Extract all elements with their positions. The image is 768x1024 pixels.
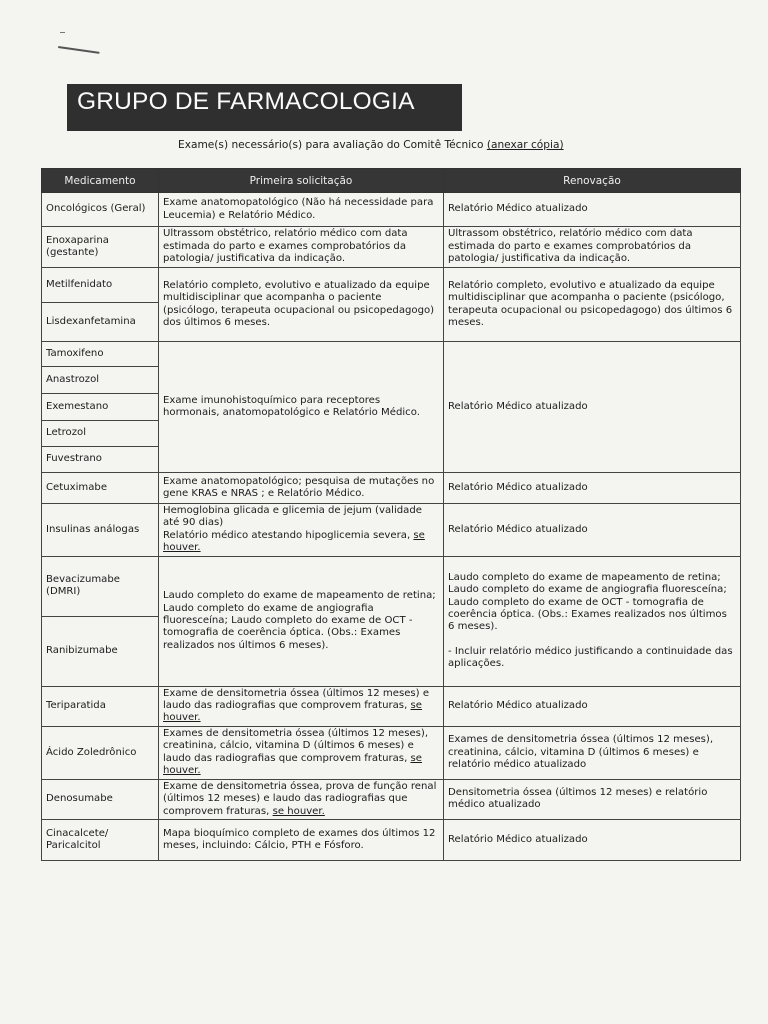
table-row bbox=[42, 227, 741, 268]
cell-text: se houver. bbox=[163, 752, 422, 777]
cell-text: Exame de densitometria óssea, prova de função renal (últimos 12 meses) e laudo das radiografias que comprovem fraturas, bbox=[163, 780, 437, 817]
medication-name: Denosumabe bbox=[42, 779, 159, 819]
cell-text: Laudo completo do exame de mapeamento de retina; Laudo completo do exame de angiografia fluoresceína; Laudo completo do exame de OCT - tomografia de coerência óptica. (Obs.: Exames realizados nos últimos 6 meses). bbox=[448, 571, 727, 633]
table-row bbox=[42, 504, 741, 557]
medication-name: Lisdexanfetamina bbox=[42, 303, 159, 342]
table-row bbox=[42, 820, 741, 861]
renewal-cell bbox=[444, 556, 741, 686]
first-request-cell: Laudo completo do exame de mapeamento de retina; Laudo completo do exame de angiografia fluoresceína; Laudo completo do exame de OCT - tomografia de coerência óptica. (Obs.: Exames realizados nos últimos 6 meses). bbox=[159, 556, 444, 686]
table-row bbox=[42, 686, 741, 726]
cell-text: - Incluir relatório médico justificando a continuidade das aplicações. bbox=[448, 645, 733, 670]
renewal-cell: Relatório Médico atualizado bbox=[444, 820, 741, 861]
renewal-cell: Exames de densitometria óssea (últimos 12 meses), creatinina, cálcio, vitamina D (últimos 6 meses) e relatório médico atualizado bbox=[444, 726, 741, 779]
medication-name: Letrozol bbox=[42, 421, 159, 447]
first-request-cell: Exame imunohistoquímico para receptores hormonais, anatomopatológico e Relatório Médico. bbox=[159, 342, 444, 473]
column-header-medicamento: Medicamento bbox=[42, 169, 159, 193]
medication-table bbox=[41, 168, 741, 861]
table-row bbox=[42, 726, 741, 779]
cell-text: Relatório médico atestando hipoglicemia severa, bbox=[163, 529, 411, 541]
renewal-cell: Relatório Médico atualizado bbox=[444, 473, 741, 504]
pen-stroke bbox=[58, 46, 100, 54]
renewal-cell: Ultrassom obstétrico, relatório médico com data estimada do parto e exames comprobatórios da patologia/ justificativa da indicação. bbox=[444, 227, 741, 268]
first-request-cell: Mapa bioquímico completo de exames dos últimos 12 meses, incluindo: Cálcio, PTH e Fósforo. bbox=[159, 820, 444, 861]
medication-name: Fuvestrano bbox=[42, 447, 159, 473]
first-request-cell bbox=[159, 504, 444, 557]
table-row bbox=[42, 779, 741, 819]
table-row bbox=[42, 268, 741, 303]
first-request-cell: Relatório completo, evolutivo e atualizado da equipe multidisciplinar que acompanha o paciente (psicólogo, terapeuta ocupacional ou psicopedagogo) dos últimos 6 meses. bbox=[159, 268, 444, 342]
medication-name: Tamoxifeno bbox=[42, 342, 159, 367]
renewal-cell: Relatório Médico atualizado bbox=[444, 342, 741, 473]
medication-name: Metilfenidato bbox=[42, 268, 159, 303]
column-header-renovacao: Renovação bbox=[444, 169, 741, 193]
medication-name: Anastrozol bbox=[42, 367, 159, 394]
first-request-cell: Exame anatomopatológico; pesquisa de mutações no gene KRAS e NRAS ; e Relatório Médico. bbox=[159, 473, 444, 504]
medication-name: Teriparatida bbox=[42, 686, 159, 726]
renewal-cell: Relatório completo, evolutivo e atualizado da equipe multidisciplinar que acompanha o paciente (psicólogo, terapeuta ocupacional ou psicopedagogo) dos últimos 6 meses. bbox=[444, 268, 741, 342]
page-title: GRUPO DE FARMACOLOGIA bbox=[77, 88, 415, 115]
table-row bbox=[42, 556, 741, 616]
renewal-cell: Densitometria óssea (últimos 12 meses) e relatório médico atualizado bbox=[444, 779, 741, 819]
title-banner bbox=[67, 84, 462, 131]
subtitle-attach-note: (anexar cópia) bbox=[486, 139, 564, 151]
medication-name: Cetuximabe bbox=[42, 473, 159, 504]
cell-text: se houver. bbox=[163, 700, 422, 724]
medication-name: Ranibizumabe bbox=[42, 616, 159, 686]
cell-text: Hemoglobina glicada e glicemia de jejum (validade até 90 dias) bbox=[163, 505, 422, 529]
table-row bbox=[42, 342, 741, 367]
renewal-cell: Relatório Médico atualizado bbox=[444, 686, 741, 726]
first-request-cell bbox=[159, 726, 444, 779]
medication-name: Oncológicos (Geral) bbox=[42, 193, 159, 227]
table-row bbox=[42, 193, 741, 227]
table-header-row bbox=[42, 169, 741, 193]
scan-mark bbox=[60, 32, 65, 33]
cell-text: se houver. bbox=[272, 805, 325, 817]
renewal-cell: Relatório Médico atualizado bbox=[444, 193, 741, 227]
medication-name: Insulinas análogas bbox=[42, 504, 159, 557]
page-subtitle bbox=[178, 139, 564, 151]
cell-text: Exame de densitometria óssea (últimos 12 meses) e laudo das radiografias que comprovem fraturas, bbox=[163, 687, 430, 712]
medication-name: Bevacizumabe (DMRI) bbox=[42, 556, 159, 616]
first-request-cell bbox=[159, 686, 444, 726]
column-header-primeira-solicitacao: Primeira solicitação bbox=[159, 169, 444, 193]
first-request-cell bbox=[159, 779, 444, 819]
medication-name: Enoxaparina (gestante) bbox=[42, 227, 159, 268]
first-request-cell: Exame anatomopatológico (Não há necessidade para Leucemia) e Relatório Médico. bbox=[159, 193, 444, 227]
medication-name: Ácido Zoledrônico bbox=[42, 726, 159, 779]
medication-name: Cinacalcete/ Paricalcitol bbox=[42, 820, 159, 861]
renewal-cell: Relatório Médico atualizado bbox=[444, 504, 741, 557]
first-request-cell: Ultrassom obstétrico, relatório médico com data estimada do parto e exames comprobatórios da patologia/ justificativa da indicação. bbox=[159, 227, 444, 268]
table-row bbox=[42, 473, 741, 504]
cell-text: Exames de densitometria óssea (últimos 12 meses), creatinina, cálcio, vitamina D (últimos 6 meses) e laudo das radiografias que comprovem fraturas, bbox=[163, 728, 429, 764]
medication-name: Exemestano bbox=[42, 394, 159, 421]
cell-text: se houver. bbox=[163, 529, 425, 554]
subtitle-text: Exame(s) necessário(s) para avaliação do Comitê Técnico bbox=[178, 139, 484, 151]
